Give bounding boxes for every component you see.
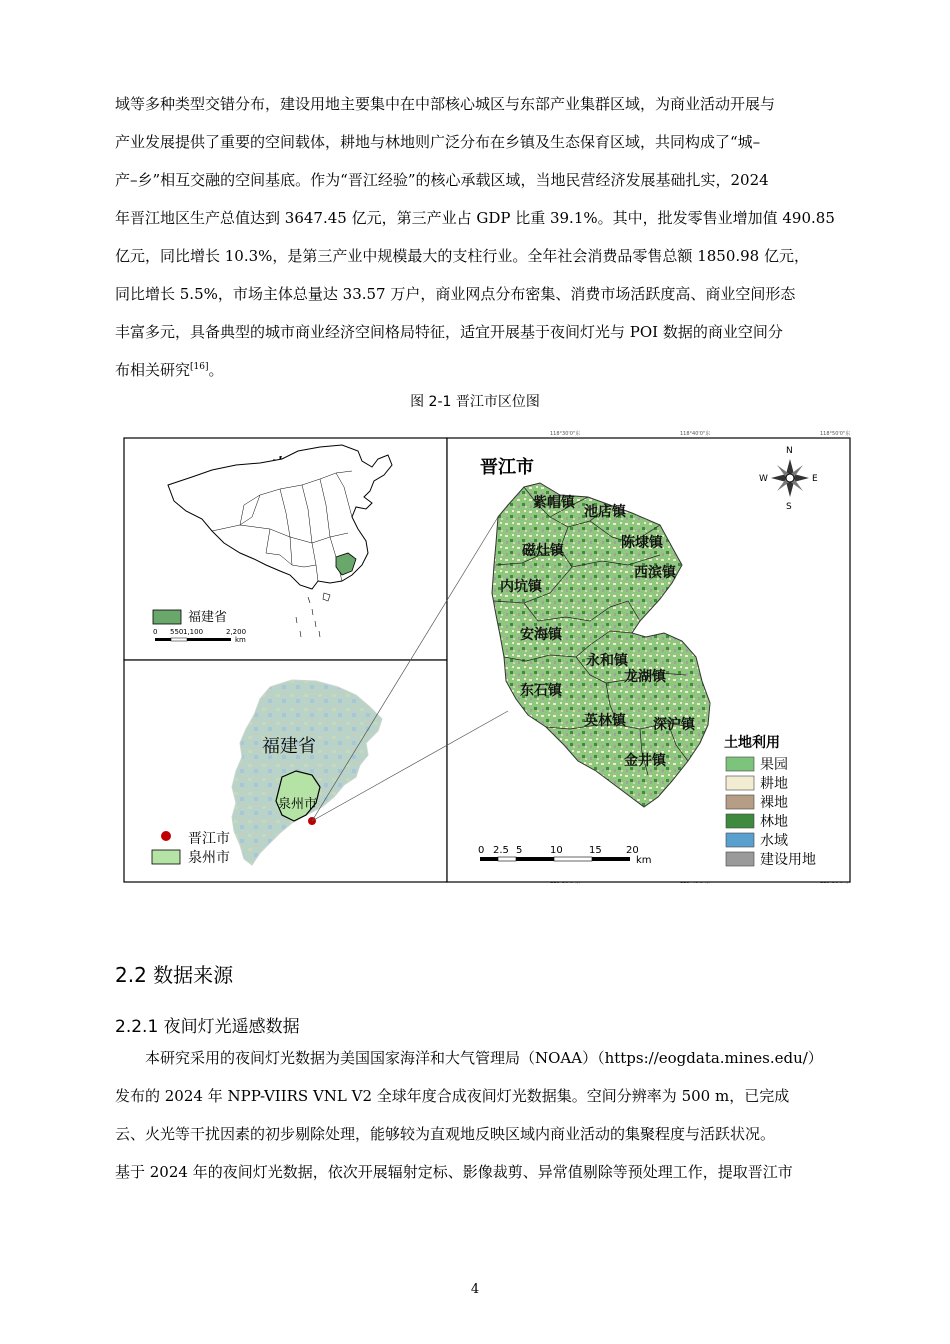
location-map-figure	[120, 425, 855, 887]
legend-swatch	[152, 850, 180, 864]
text-line	[115, 351, 863, 389]
legend-red-dot	[161, 831, 171, 841]
town-label: 永和镇	[586, 653, 628, 669]
legend-swatch	[153, 610, 181, 624]
text-line: 基于 2024 年的夜间灯光数据，依次开展辐射定标、影像裁剪、异常值剔除等预处理工作，提取晋江市	[115, 1163, 793, 1181]
legend-swatch	[726, 795, 754, 809]
text-line: 年晋江地区生产总值达到 3647.45 亿元，第三产业占 GDP 比重 39.1%。其中，批发零售业增加值 490.85	[115, 209, 835, 227]
text-fragment: 。	[208, 361, 224, 379]
landuse-legend-label: 建设用地	[760, 852, 816, 868]
town-label: 陈埭镇	[621, 535, 663, 551]
town-label: 金井镇	[624, 753, 666, 769]
text-line: 亿元，同比增长 10.3%，是第三产业中规模最大的支柱行业。全年社会消费品零售总额 1850.98 亿元，	[115, 247, 809, 265]
landuse-legend-label: 水域	[760, 833, 788, 849]
text-line: 同比增长 5.5%，市场主体总量达 33.57 万户，商业网点分布密集、消费市场活跃度高、商业空间形态	[115, 285, 796, 303]
town-label: 池店镇	[584, 504, 626, 520]
china-legend-label: 福建省	[188, 610, 228, 625]
text-line: 本研究采用的夜间灯光数据为美国国家海洋和大气管理局（NOAA）（https://eogdata.mines.edu/）	[145, 1049, 823, 1067]
svg-text:0: 0	[478, 845, 485, 856]
svg-text:20: 20	[626, 845, 639, 856]
town-label: 深沪镇	[653, 717, 695, 733]
town-label: 西滨镇	[634, 565, 676, 581]
svg-text:550: 550	[170, 628, 184, 636]
legend-swatch	[726, 852, 754, 866]
svg-text:0: 0	[153, 628, 158, 636]
svg-text:W: W	[759, 474, 768, 484]
landuse-legend-label: 裸地	[760, 795, 788, 811]
jinjiang-title: 晋江市	[480, 457, 534, 478]
town-label: 安海镇	[520, 627, 562, 643]
section-paragraph	[115, 1039, 863, 1191]
text-line: 产–乡”相互交融的空间基底。作为“晋江经验”的核心承载区域，当地民营经济发展基础扎实，2024	[115, 171, 769, 189]
figure-caption: 图 2-1 晋江市区位图	[410, 394, 540, 410]
town-label: 磁灶镇	[522, 543, 564, 559]
section-heading: 2.2 数据来源	[115, 963, 234, 987]
svg-text:N: N	[786, 446, 793, 456]
fujian-legend-label: 晋江市	[188, 831, 230, 847]
legend-swatch	[726, 757, 754, 771]
town-label: 紫帽镇	[533, 495, 575, 511]
page-number: 4	[470, 1282, 480, 1297]
town-label: 东石镇	[520, 683, 562, 699]
landuse-legend-title: 土地利用	[724, 735, 780, 751]
coord-label: 118°50'0"东	[820, 431, 851, 437]
svg-text:2.5: 2.5	[493, 845, 509, 856]
svg-text:E: E	[812, 474, 818, 484]
text-line: 产业发展提供了重要的空间载体，耕地与林地则广泛分布在乡镇及生态保育区域，共同构成了“城–	[115, 133, 761, 151]
legend-swatch	[726, 833, 754, 847]
china-map-panel	[124, 438, 447, 660]
svg-text:S: S	[786, 502, 792, 512]
town-label: 英林镇	[584, 713, 626, 729]
landuse-legend-label: 果园	[760, 757, 788, 773]
svg-text:10: 10	[550, 845, 563, 856]
location-map-svg	[120, 425, 855, 887]
subsection-heading: 2.2.1 夜间灯光遥感数据	[115, 1017, 300, 1037]
fujian-legend-label: 泉州市	[188, 850, 230, 866]
quanzhou-label: 泉州市	[278, 797, 318, 812]
town-label: 内坑镇	[500, 579, 542, 595]
citation[interactable]: [16]	[190, 362, 209, 372]
text-line: 发布的 2024 年 NPP-VIIRS VNL V2 全球年度合成夜间灯光数据集。空间分辨率为 500 m，已完成	[115, 1087, 790, 1105]
legend-swatch	[726, 814, 754, 828]
svg-text:15: 15	[589, 845, 602, 856]
svg-text:km: km	[636, 855, 652, 866]
text-fragment: 布相关研究	[115, 361, 191, 379]
svg-text:5: 5	[516, 845, 523, 856]
fujian-map-panel	[124, 660, 447, 882]
landuse-legend-label: 耕地	[760, 776, 788, 792]
text-line: 云、火光等干扰因素的初步剔除处理，能够较为直观地反映区域内商业活动的集聚程度与活跃状况。	[115, 1125, 776, 1143]
coord-label: 118°30'0"东	[550, 431, 581, 437]
intro-paragraph	[115, 85, 863, 389]
svg-text:2,200: 2,200	[226, 628, 247, 636]
coord-label: 118°40'0"东	[680, 431, 711, 437]
landuse-legend-label: 林地	[760, 814, 788, 830]
text-line: 域等多种类型交错分布，建设用地主要集中在中部核心城区与东部产业集群区域，为商业活动开展与	[115, 95, 776, 113]
legend-swatch	[726, 776, 754, 790]
svg-text:1,100: 1,100	[183, 628, 204, 636]
text-line: 丰富多元，具备典型的城市商业经济空间格局特征，适宜开展基于夜间灯光与 POI 数据的商业空间分	[115, 323, 783, 341]
fujian-title: 福建省	[262, 736, 316, 757]
town-label: 龙湖镇	[624, 669, 666, 685]
svg-text:km: km	[235, 636, 246, 644]
